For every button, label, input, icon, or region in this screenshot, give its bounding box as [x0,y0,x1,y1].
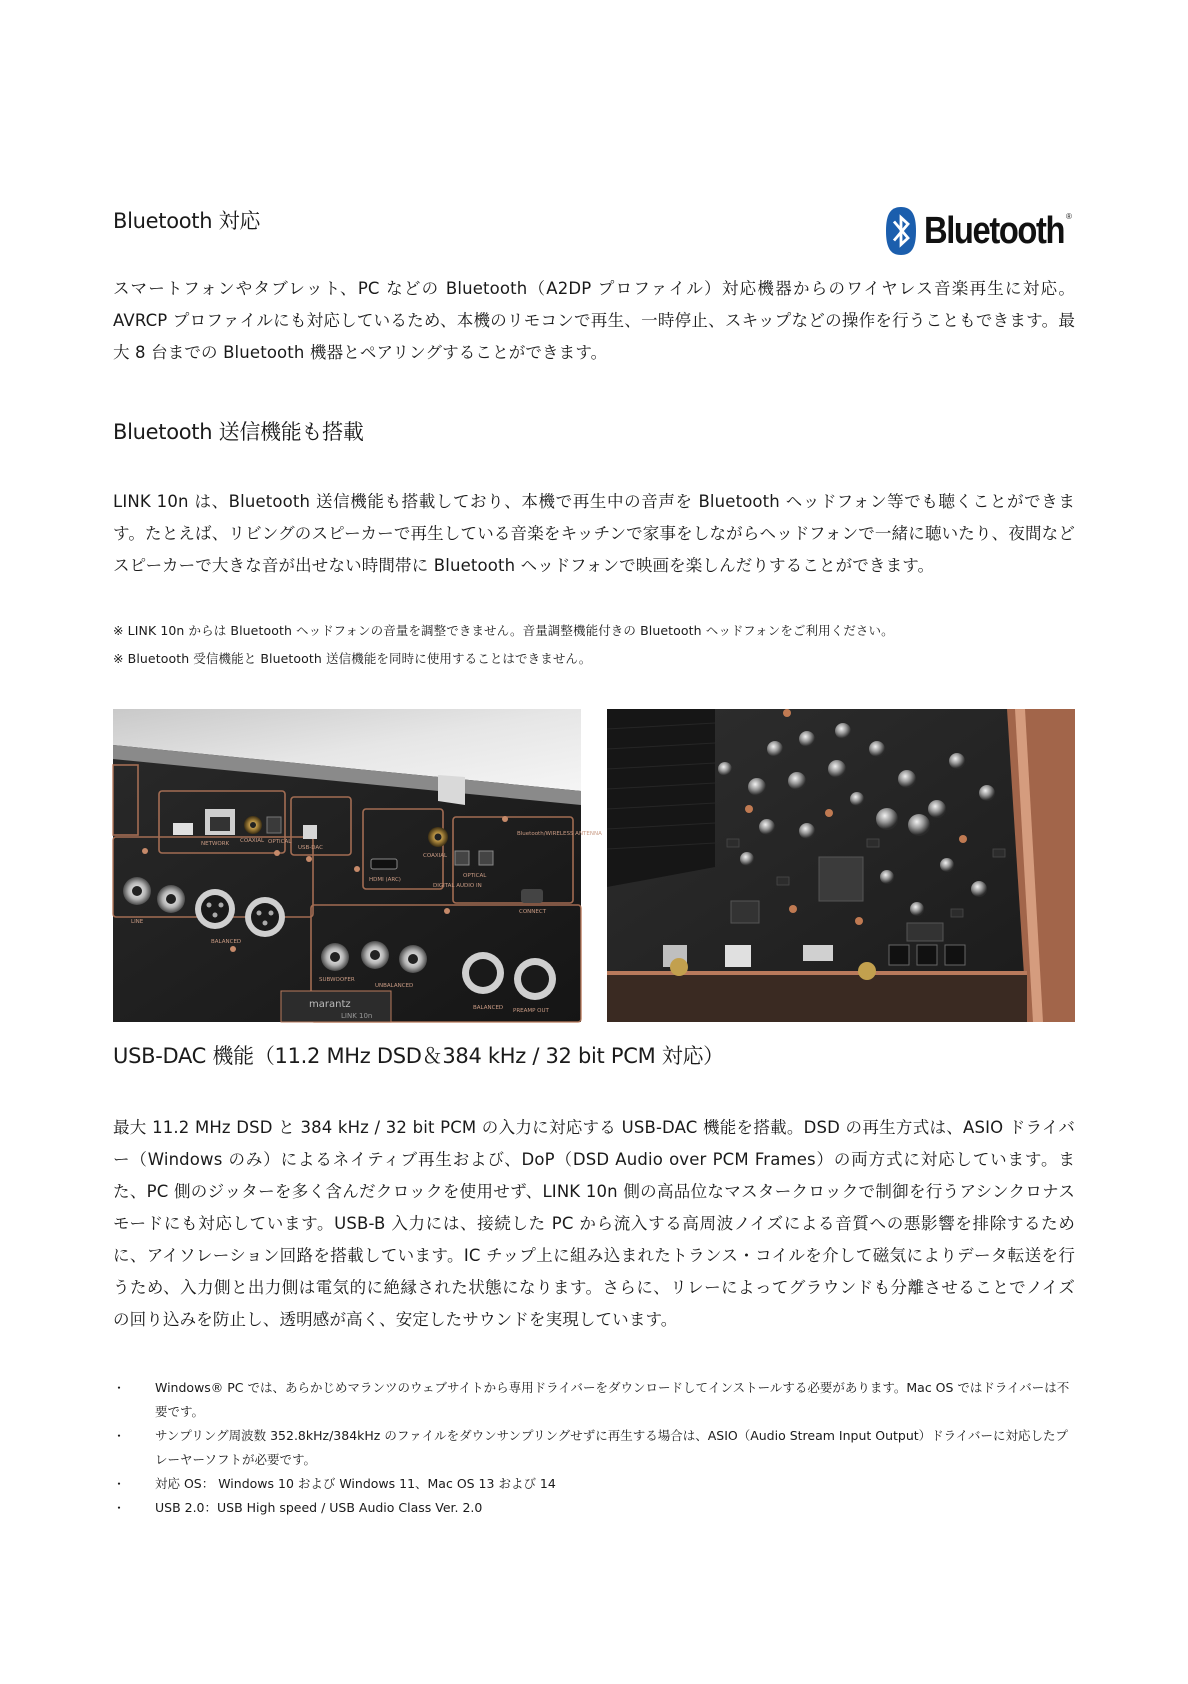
rear-panel-photo [113,709,602,1022]
list-item [113,1496,1079,1520]
panel-label: Bluetooth/WIRELESS ANTENNA [517,831,602,837]
nameplate-brand: marantz [309,999,351,1010]
panel-label: USB-DAC [298,845,323,851]
circuit-board-photo [607,709,1075,1022]
list-item-text: USB 2.0：USB High speed / USB Audio Class Ver. 2.0 [155,1500,483,1515]
transmit-paragraph: LINK 10n は、Bluetooth 送信機能も搭載しており、本機で再生中の音声を Bluetooth ヘッドフォン等でも聴くことができます。たとえば、リビングのスピーカーで再生している音楽をキッチンで家事をしながらヘッドフォンで一緒に聴いたり、夜間などスピーカーで大きな音が出せない時間帯に Bluetooth ヘッドフォンで映画を楽しんだりすることができます。 [113,492,1075,575]
bullet-marker: ・ [113,1477,126,1491]
usb-dac-notes-list [113,1376,1079,1520]
panel-label: PREAMP OUT [513,1008,549,1014]
bluetooth-rune-icon [884,206,918,256]
panel-label: NETWORK [201,841,230,847]
panel-label: LINE [131,919,144,925]
usb-dac-paragraph: 最大 11.2 MHz DSD と 384 kHz / 32 bit PCM の入力に対応する USB-DAC 機能を搭載。DSD の再生方式は、ASIO ドライバー（Windows のみ）によるネイティブ再生および、DoP（DSD Audio over PCM Frames）の両方式に対応しています。また、PC 側のジッターを多く含んだクロックを使用せず、LINK 10n 側の高品位なマスタークロックで制御を行うアシンクロナスモードにも対応しています。USB-B 入力には、接続した PC から流入する高周波ノイズによる音質への悪影響を排除するために、アイソレーション回路を搭載しています。IC チップ上に組み込まれたトランス・コイルを介して磁気によりデータ転送を行うため、入力側と出力側は電気的に絶縁された状態になります。さらに、リレーによってグラウンドも分離させることでノイズの回り込みを防止し、透明感が高く、安定したサウンドを実現しています。 [113,1118,1075,1329]
list-item-text: 対応 OS： Windows 10 および Windows 11、Mac OS 13 および 14 [155,1476,556,1491]
nameplate-model: LINK 10n [341,1012,373,1020]
list-item [113,1376,1079,1424]
panel-label: COAXIAL [240,838,265,844]
transmit-note: ※ Bluetooth 受信機能と Bluetooth 送信機能を同時に使用することはできません。 [113,651,592,666]
transmit-note: ※ LINK 10n からは Bluetooth ヘッドフォンの音量を調整できません。音量調整機能付きの Bluetooth ヘッドフォンをご利用ください。 [113,623,894,638]
bluetooth-paragraph: スマートフォンやタブレット、PC などの Bluetooth（A2DP プロファイル）対応機器からのワイヤレス音楽再生に対応。AVRCP プロファイルにも対応しているため、本機のリモコンで再生、一時停止、スキップなどの操作を行うこともできます。最大 8 台までの Bluetooth 機器とペアリングすることができます。 [113,279,1075,362]
panel-label: OPTICAL [463,873,487,879]
section-heading-bluetooth-transmit: Bluetooth 送信機能も搭載 [113,420,364,444]
panel-label: BALANCED [211,939,242,945]
list-item [113,1424,1079,1472]
panel-label: UNBALANCED [375,983,414,989]
list-item-text: Windows® PC では、あらかじめマランツのウェブサイトから専用ドライバーをダウンロードしてインストールする必要があります。Mac OS ではドライバーは不要です。 [155,1380,1070,1419]
bullet-marker: ・ [113,1501,126,1515]
bullet-marker: ・ [113,1381,126,1395]
panel-label: CONNECT [519,909,547,915]
bluetooth-registered-mark: ® [1066,212,1072,221]
panel-label: DIGITAL AUDIO IN [433,883,482,889]
panel-label: OPTICAL [268,839,292,845]
panel-label: COAXIAL [423,853,448,859]
section-heading-usb-dac: USB-DAC 機能（11.2 MHz DSD＆384 kHz / 32 bit PCM 対応） [113,1044,724,1068]
list-item-text: サンプリング周波数 352.8kHz/384kHz のファイルをダウンサンプリングせずに再生する場合は、ASIO（Audio Stream Input Output）ドライバーに対応したプレーヤーソフトが必要です。 [155,1428,1069,1467]
panel-label: BALANCED [473,1005,504,1011]
bluetooth-logo-wordmark: Bluetooth [924,209,1065,252]
bluetooth-logo [884,204,1087,258]
panel-label: SUBWOOFER [319,977,355,983]
panel-label: HDMI (ARC) [369,877,401,883]
bullet-marker: ・ [113,1429,126,1443]
list-item [113,1472,1079,1496]
section-heading-bluetooth: Bluetooth 対応 [113,209,261,233]
